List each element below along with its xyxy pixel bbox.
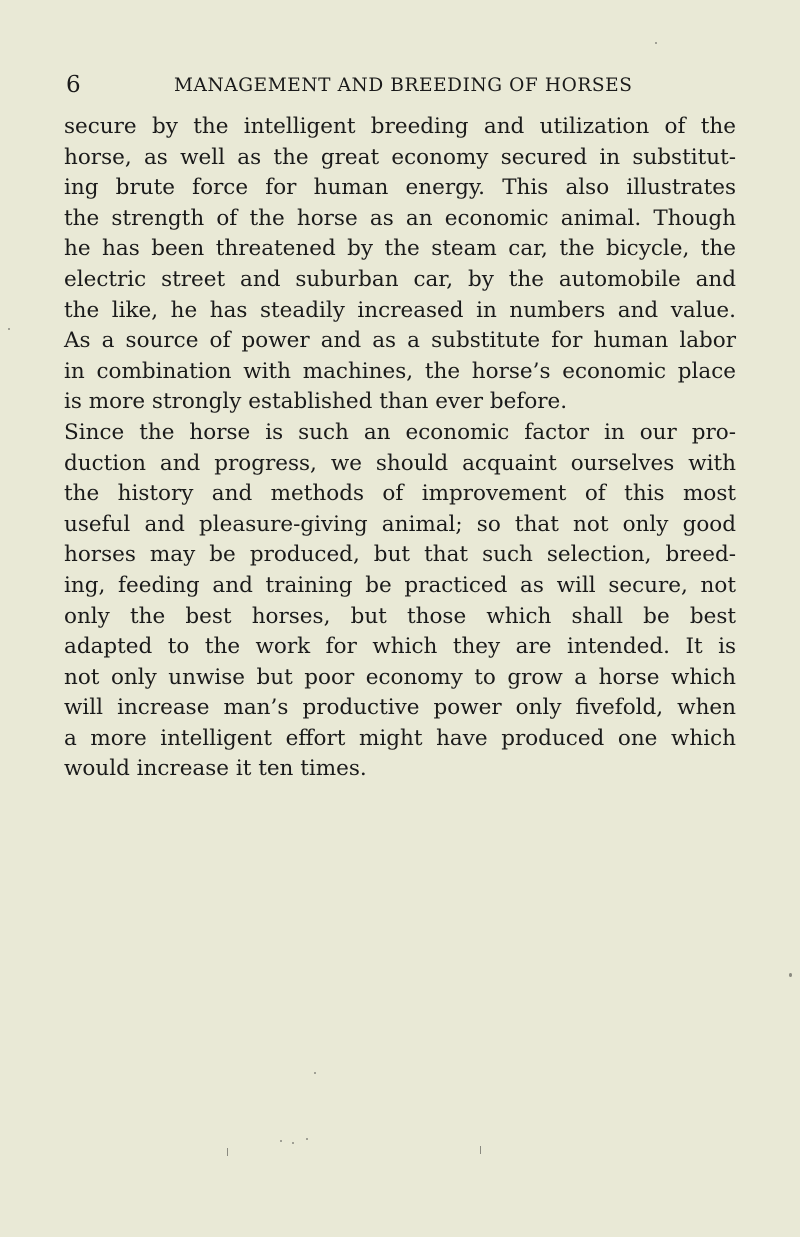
- text-line: the history and methods of improvement of this most: [64, 481, 736, 507]
- paper-speck: [292, 1142, 294, 1144]
- text-line: Since the horse is such an economic factor in our pro-: [64, 419, 736, 445]
- running-head: MANAGEMENT AND BREEDING OF HORSES: [174, 75, 633, 96]
- text-line: not only unwise but poor economy to grow a horse which: [64, 664, 736, 690]
- text-line: will increase man’s productive power only fivefold, when: [64, 695, 736, 721]
- text-line: As a source of power and as a substitute for human labor: [64, 328, 736, 354]
- paper-speck: [655, 42, 657, 44]
- text-line: in combination with machines, the horse’s economic place: [64, 358, 736, 384]
- text-line: ing, feeding and training be practiced as will secure, not: [64, 572, 736, 598]
- text-line: adapted to the work for which they are intended. It is: [64, 634, 736, 660]
- text-line: electric street and suburban car, by the automobile and: [64, 266, 736, 292]
- text-line: is more strongly established than ever before.: [64, 389, 568, 415]
- paper-speck: [280, 1140, 282, 1142]
- text-line: the like, he has steadily increased in numbers and value.: [64, 297, 736, 323]
- body-paragraphs: [64, 112, 736, 785]
- paper-speck: [480, 1146, 481, 1154]
- text-line: he has been threatened by the steam car, the bicycle, the: [64, 236, 736, 262]
- paper-speck: [227, 1148, 228, 1156]
- text-line: only the best horses, but those which shall be best: [64, 603, 736, 629]
- text-line: secure by the intelligent breeding and utilization of the: [64, 114, 736, 139]
- text-line: ing brute force for human energy. This also illustrates: [64, 175, 736, 201]
- text-line: horses may be produced, but that such selection, breed-: [64, 542, 736, 568]
- text-line: useful and pleasure-giving animal; so that not only good: [64, 511, 736, 537]
- paper-speck: [306, 1138, 308, 1140]
- paper-speck: [789, 973, 792, 977]
- text-line: would increase it ten times.: [64, 756, 367, 782]
- text-line: duction and progress, we should acquaint ourselves with: [64, 450, 736, 476]
- text-line: the strength of the horse as an economic animal. Though: [64, 205, 736, 231]
- page-header: [66, 70, 646, 110]
- text-line: a more intelligent effort might have produced one which: [64, 725, 736, 751]
- paper-speck: [314, 1072, 316, 1074]
- page-number: 6: [66, 72, 81, 98]
- text-line: horse, as well as the great economy secured in substitut-: [64, 144, 736, 170]
- paper-speck: [8, 328, 10, 330]
